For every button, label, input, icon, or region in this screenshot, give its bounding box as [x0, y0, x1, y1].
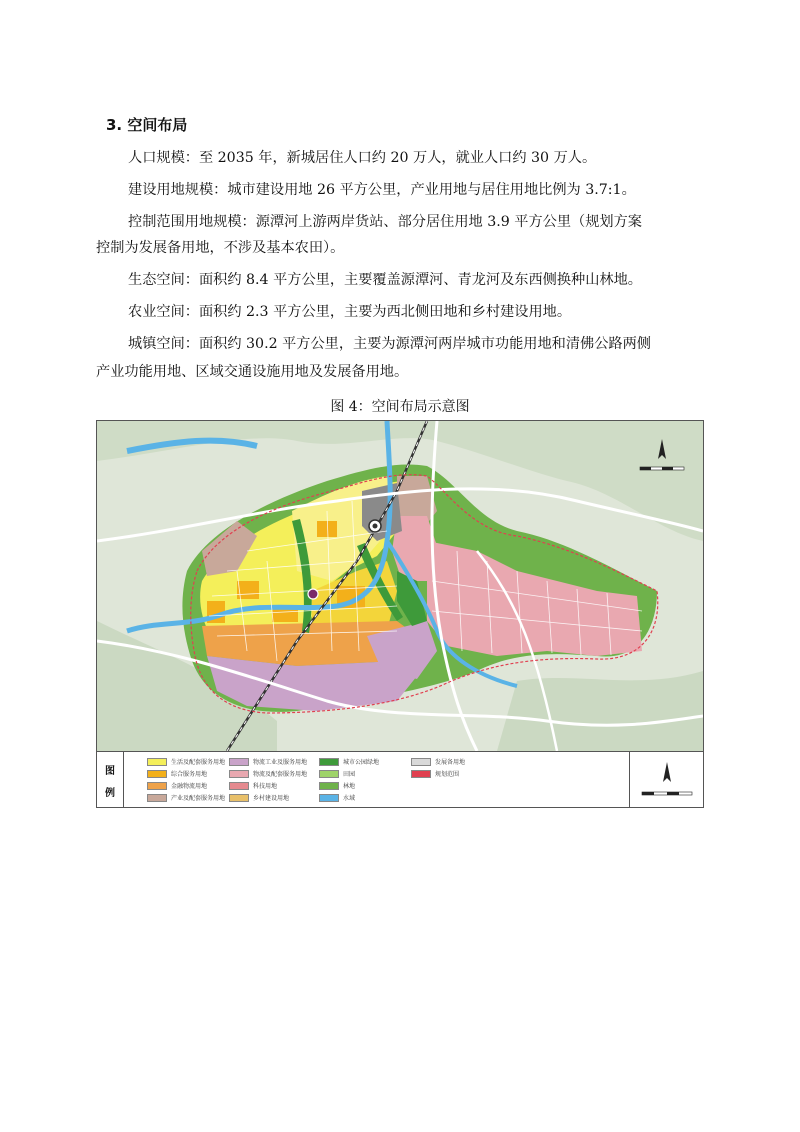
legend-swatch — [411, 770, 431, 778]
legend-item — [229, 793, 289, 804]
legend-label: 金融物流用地 — [171, 783, 208, 790]
paragraph-population: 人口规模：至 2035 年，新城居住人口约 20 万人，就业人口约 30 万人。 — [128, 150, 597, 166]
spatial-layout-map — [96, 420, 704, 808]
legend-item — [147, 781, 207, 792]
paragraph-urban-line2: 产业功能用地、区域交通设施用地及发展备用地。 — [96, 364, 409, 380]
legend-swatch — [411, 758, 431, 766]
legend-item — [229, 769, 307, 780]
hills-southeast — [497, 671, 703, 751]
legend-label: 水域 — [343, 795, 356, 802]
legend-item — [411, 757, 465, 768]
legend-swatch — [229, 782, 249, 790]
legend-swatch — [147, 794, 167, 802]
figure-caption: 图 4：空间布局示意图 — [330, 399, 470, 415]
paragraph-control-line1: 控制范围用地规模：源潭河上游两岸货站、部分居住用地 3.9 平方公里（规划方案 — [128, 214, 642, 230]
legend-label: 林地 — [343, 783, 356, 790]
paragraph-agriculture: 农业空间：面积约 2.3 平方公里，主要为西北侧田地和乡村建设用地。 — [128, 304, 572, 320]
legend-item — [229, 781, 277, 792]
legend-item — [319, 781, 355, 792]
legend-north-icon — [630, 752, 704, 808]
legend-swatch — [319, 794, 339, 802]
legend-title — [97, 752, 124, 808]
legend-label: 综合服务用地 — [171, 771, 208, 778]
legend-item — [147, 793, 225, 804]
legend-item — [147, 757, 225, 768]
legend-title-char-2: 例 — [105, 788, 115, 799]
paragraph-urban-line1: 城镇空间：面积约 30.2 平方公里，主要为源潭河两岸城市功能用地和清佛公路两侧 — [128, 336, 651, 352]
station-icon — [369, 520, 381, 532]
legend-label: 科技用地 — [253, 783, 278, 790]
legend-label: 生活及配套服务用地 — [171, 759, 226, 766]
legend-item — [319, 769, 355, 780]
legend-item — [319, 757, 379, 768]
legend-label: 产业及配套服务用地 — [171, 795, 226, 802]
legend-item — [229, 757, 307, 768]
legend-label: 田园 — [343, 771, 356, 778]
paragraph-control-line2: 控制为发展备用地，不涉及基本农田）。 — [96, 240, 345, 256]
paragraph-land-use: 建设用地规模：城市建设用地 26 平方公里，产业用地与居住用地比例为 3.7:1。 — [128, 182, 636, 198]
legend-swatch — [229, 794, 249, 802]
legend-item — [147, 769, 207, 780]
map-canvas — [97, 421, 703, 751]
legend-label: 规划范围 — [435, 771, 460, 778]
legend-item — [411, 769, 459, 780]
legend-item — [319, 793, 355, 804]
legend-label: 城市公园绿地 — [343, 759, 380, 766]
legend-label: 乡村建设用地 — [253, 795, 290, 802]
commercial-patch-4 — [317, 521, 337, 537]
legend-label: 物流工业及服务用地 — [253, 759, 308, 766]
legend-swatch — [229, 770, 249, 778]
legend-swatch — [229, 758, 249, 766]
legend-swatch — [319, 770, 339, 778]
center-marker-icon — [308, 589, 318, 599]
legend-title-char-1: 图 — [105, 766, 115, 777]
legend-swatch — [147, 758, 167, 766]
legend-swatch — [147, 770, 167, 778]
section-heading: 3. 空间布局 — [106, 116, 188, 134]
legend-label: 物流及配套服务用地 — [253, 771, 308, 778]
paragraph-ecology: 生态空间：面积约 8.4 平方公里，主要覆盖源潭河、青龙河及东西侧换种山林地。 — [128, 272, 642, 288]
legend-label: 发展备用地 — [435, 759, 466, 766]
legend-swatch — [147, 782, 167, 790]
legend-north-arrow — [629, 752, 704, 808]
legend-swatch — [319, 782, 339, 790]
map-legend — [97, 751, 703, 808]
legend-swatch — [319, 758, 339, 766]
